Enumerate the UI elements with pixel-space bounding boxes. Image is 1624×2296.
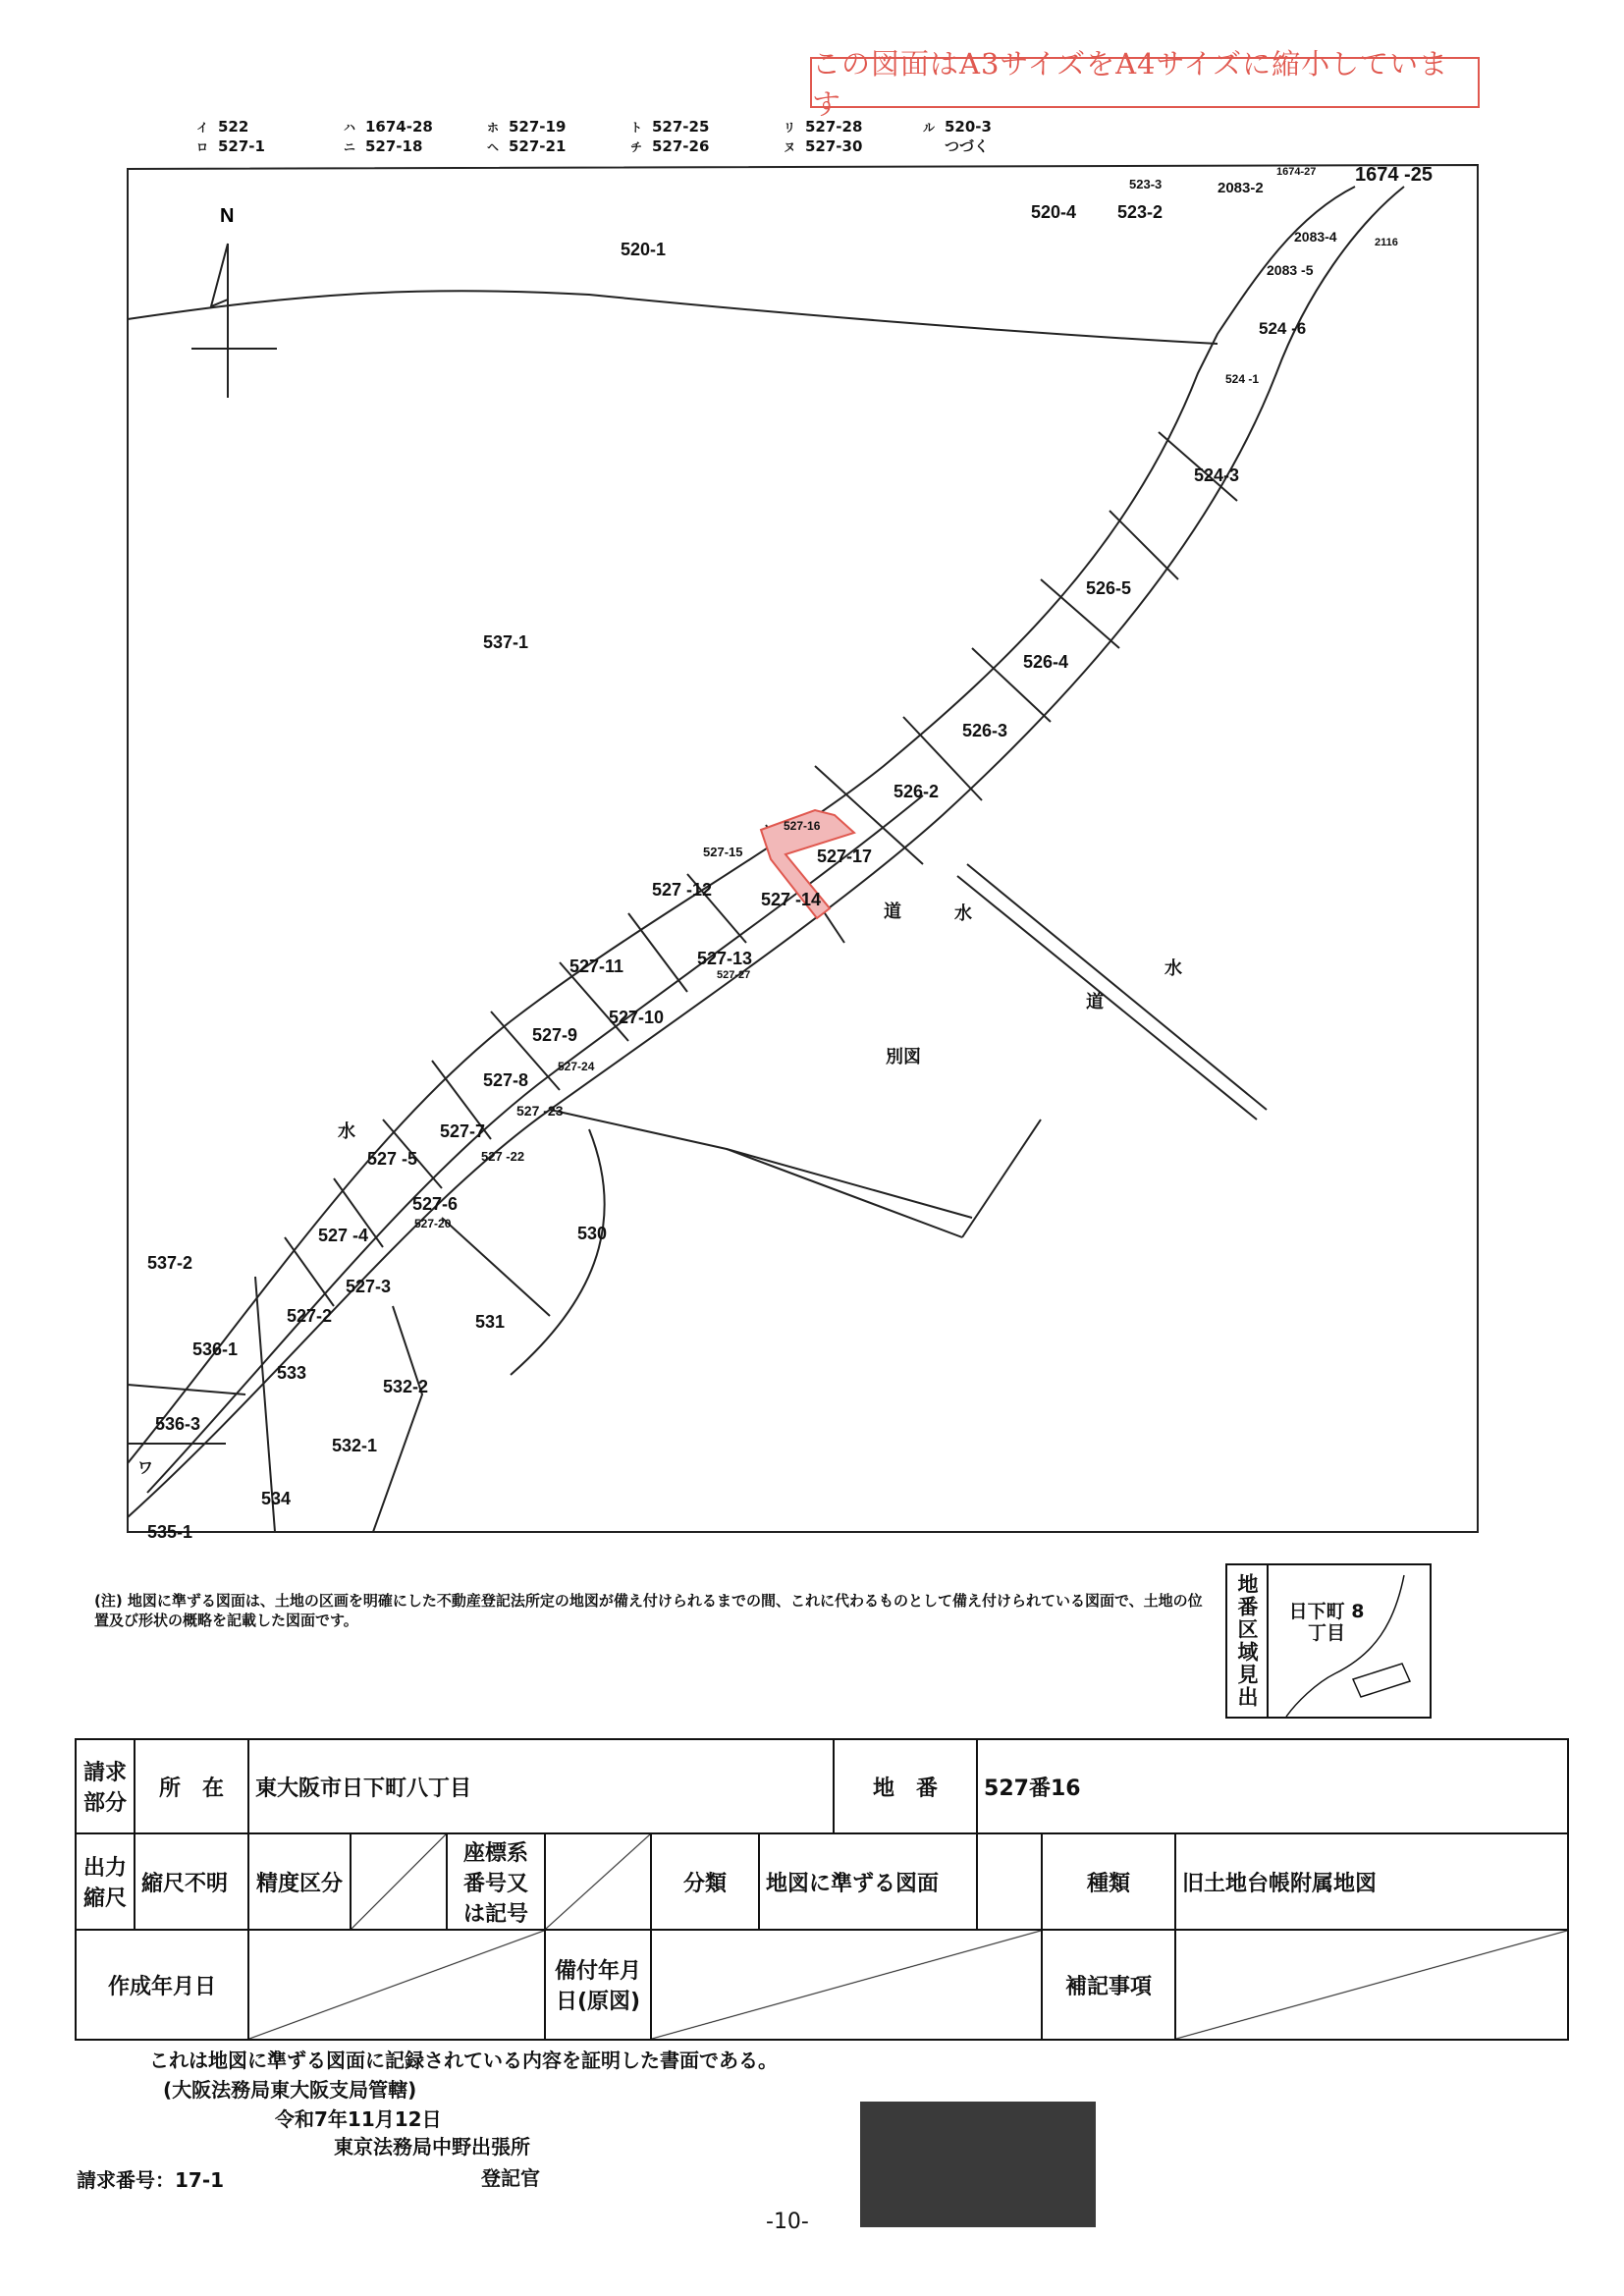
parcel-label: 527-24 [558,1060,595,1073]
legend-value: 527-1 [218,137,265,155]
original-value-empty [651,1930,1042,2040]
parcel-label: 536-3 [155,1414,201,1434]
parcel-label: 526-3 [962,721,1008,740]
parcel-label: 527-11 [569,957,624,976]
district-index-inset [1225,1563,1432,1719]
water-label: 水 [954,903,972,923]
parcel-label: 526-2 [893,782,940,801]
parcel-label: 527-2 [287,1306,333,1326]
parcel-label: 523-3 [1129,177,1163,191]
north-arrow-icon [191,244,277,398]
parcel-label: 別図 [886,1047,921,1066]
map-footnote: (注) 地図に準ずる図面は、土地の区画を明確にした不動産登記法所定の地図が備え付けられるまでの間、これに代わるものとして備え付けられている図面で、土地の位置及び形状の概略を記載した図面です。 [94,1592,1203,1629]
legend-value: つづく [945,137,990,155]
legend-key: ハ [344,121,356,135]
parcel-label: 526-5 [1086,578,1132,598]
legend-value: 527-28 [805,118,863,136]
parcel-label: 527-6 [412,1194,459,1214]
parcel-label: 524 -1 [1225,372,1260,386]
parcel-label: 527 -22 [481,1149,525,1164]
water-label: 道 [884,902,901,921]
precision-value-empty [351,1833,447,1930]
created-label: 作成年月日 [76,1930,248,2040]
officer-title: 登記官 [481,2166,540,2190]
coord-label: 座標系番号又は記号 [447,1833,545,1930]
parcel-label: 531 [475,1312,506,1332]
parcel-label: ワ [137,1460,154,1477]
parcel-label: 532-1 [332,1436,378,1455]
class-label: 分類 [651,1833,759,1930]
lot-value: 527番16 [977,1739,1568,1833]
parcel-label: 527-8 [483,1070,529,1090]
parcel-label: 527 -14 [761,890,822,909]
north-label: N [220,205,235,227]
parcel-label: 527-15 [703,845,743,859]
legend-value: 522 [218,118,249,136]
parcel-label: 2083 -5 [1267,262,1314,278]
legend-key: リ [784,121,796,135]
page-number: -10- [766,2210,809,2234]
precision-label: 精度区分 [248,1833,351,1930]
parcel-label: 527-20 [414,1217,452,1230]
scale-label: 出力縮尺 [76,1833,135,1930]
inset-town: 日下町 8丁目 [1288,1601,1365,1644]
inset-sketch [1267,1565,1430,1717]
created-value-empty [248,1930,545,2040]
parcel-label: 523-2 [1117,202,1164,222]
parcel-label: 536-1 [192,1339,239,1359]
water-label: 水 [1164,958,1182,978]
parcel-label: 527-9 [532,1025,578,1045]
request-form-table [75,1738,1569,2041]
parcel-label: 2083-4 [1294,229,1337,245]
water-label: 道 [1086,992,1104,1011]
legend-key: チ [630,140,643,154]
redacted-seal [860,2102,1096,2227]
legend-value: 527-19 [509,118,567,136]
parcel-label: 535-1 [147,1522,193,1542]
legend-key: ホ [487,121,500,135]
parcel-label: 532-2 [383,1377,429,1396]
legend-value: 1674-28 [365,118,433,136]
scale-value: 縮尺不明 [135,1833,248,1930]
legend-key: ヘ [487,140,500,154]
parcel-label: 1674-27 [1276,166,1317,178]
parcel-label: 527-7 [440,1121,486,1141]
supplement-value-empty [1175,1930,1568,2040]
parcel-label: 527-13 [697,949,753,968]
parcel-label: 537-2 [147,1253,193,1273]
legend-value: 527-30 [805,137,863,155]
water-label: 水 [338,1121,355,1141]
req-label: 請求部分 [76,1739,135,1833]
legend-key: ル [923,121,936,135]
parcel-label: 2083-2 [1218,180,1264,196]
parcel-label: 524-3 [1194,465,1240,485]
parcel-label: 527 -4 [318,1226,369,1245]
original-label: 備付年月日(原図) [545,1930,651,2040]
location-label: 所 在 [135,1739,248,1833]
type-label: 種類 [1042,1833,1175,1930]
type-value: 旧土地台帳附属地図 [1175,1833,1568,1930]
parcel-label: 527 -23 [516,1103,564,1119]
legend-key: ト [630,121,643,135]
class-value: 地図に準ずる図面 [759,1833,977,1930]
parcel-label: 527-16 [784,819,821,833]
issuing-office: 東京法務局中野出張所 [334,2135,530,2159]
parcel-label: 520-4 [1031,202,1077,222]
legend-value: 520-3 [945,118,992,136]
request-number: 請求番号：17-1 [77,2168,225,2192]
parcel-label: 524 -6 [1259,319,1307,338]
parcel-label: 527 -5 [367,1149,418,1169]
road-edge-upper [128,187,1355,1463]
supplement-label: 補記事項 [1042,1930,1175,2040]
jurisdiction: (大阪法務局東大阪支局管轄) [163,2078,417,2102]
legend-value: 527-26 [652,137,710,155]
inset-label: 地番区域見出 [1227,1565,1269,1717]
legend-value: 527-18 [365,137,423,155]
coord-value-empty [545,1833,651,1930]
legend-key: イ [196,121,209,135]
legend-key: ロ [196,140,209,154]
parcel-label: 527-17 [817,847,873,866]
parcel-label: 527-27 [717,969,751,981]
lot-label: 地 番 [834,1739,977,1833]
parcel-label: 527 -12 [652,880,713,900]
certification-statement: これは地図に準ずる図面に記録されている内容を証明した書面である。 [149,2049,778,2072]
parcel-label: 2116 [1375,237,1398,248]
legend-value: 527-21 [509,137,567,155]
parcel-label: 527-10 [609,1008,665,1027]
legend-value: 527-25 [652,118,710,136]
parcel-label: 534 [261,1489,292,1508]
issue-date: 令和7年11月12日 [275,2107,442,2131]
parcel-label: 533 [277,1363,307,1383]
parcel-label: 520-1 [621,240,667,259]
parcel-label: 526-4 [1023,652,1069,672]
parcel-label: 527-3 [346,1277,392,1296]
parcel-label: 1674 -25 [1355,164,1433,186]
parcel-label: 530 [577,1224,608,1243]
legend-key: ヌ [784,140,796,154]
reduction-notice: この図面はA3サイズをA4サイズに縮小しています [810,57,1480,108]
location-value: 東大阪市日下町八丁目 [248,1739,834,1833]
legend-key: ニ [344,140,356,154]
parcel-label: 537-1 [483,632,529,652]
